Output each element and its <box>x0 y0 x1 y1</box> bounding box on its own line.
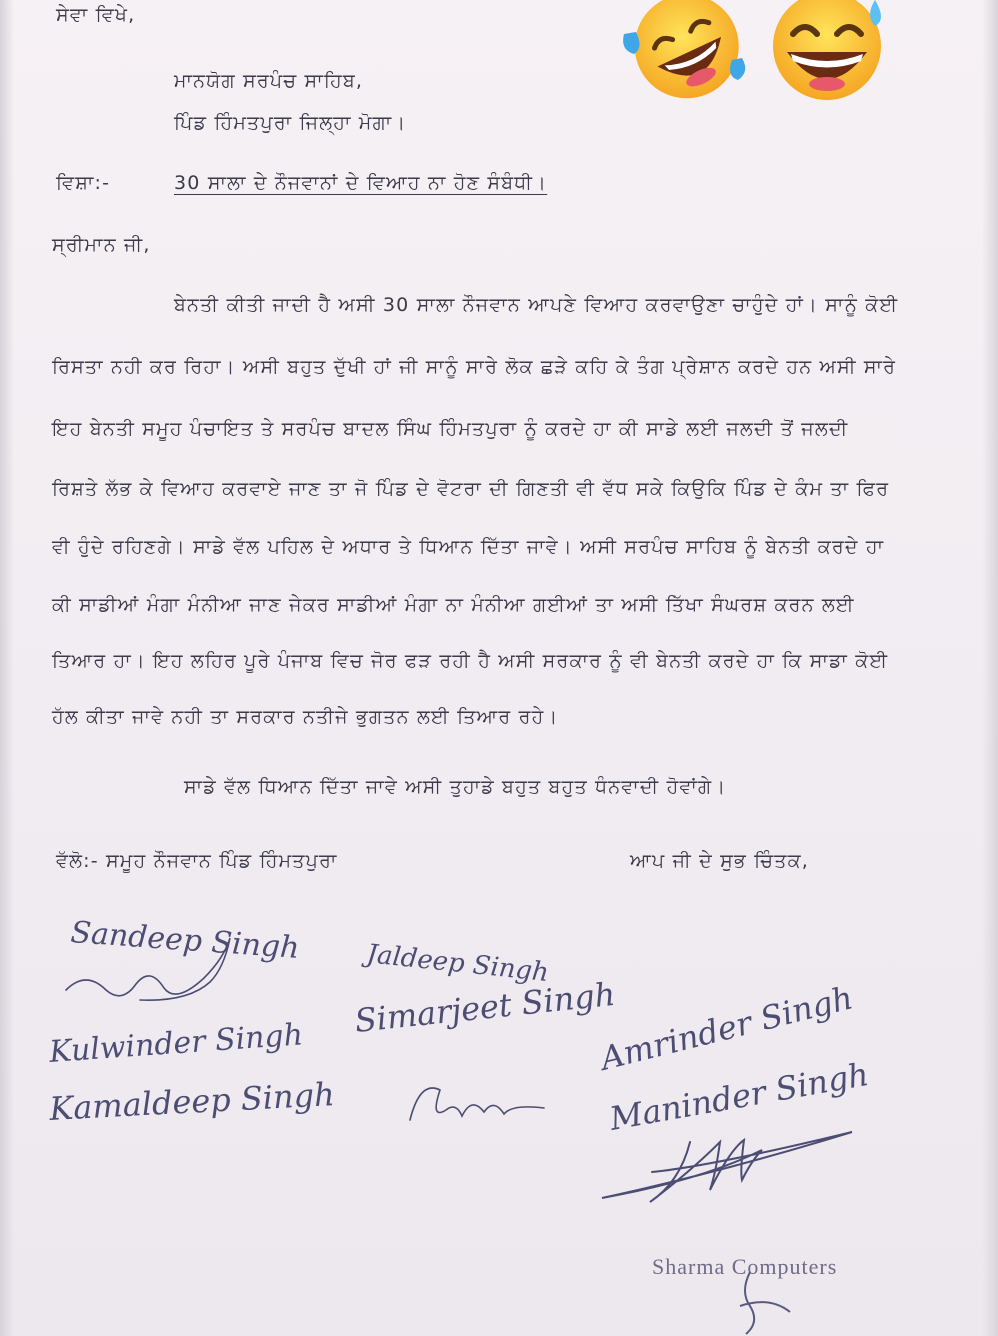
addressee-line-1: ਮਾਨਯੋਗ ਸਰਪੰਚ ਸਾਹਿਬ, <box>174 70 364 92</box>
grinning-sweat-emoji-icon <box>765 0 895 104</box>
salutation-top: ਸੇਵਾ ਵਿਖੇ, <box>56 4 136 26</box>
signature-jaldeep-singh: Jaldeep Singh <box>365 939 551 989</box>
body-line-8: ਹੱਲ ਕੀਤਾ ਜਾਵੇ ਨਹੀ ਤਾ ਸਰਕਾਰ ਨਤੀਜੇ ਭੁਗਤਨ ਲਈ ਤਿਆਰ ਰਹੇ। <box>52 706 559 728</box>
rolling-laughing-emoji-icon <box>618 0 758 104</box>
signature-kulwinder-singh: Kulwinder Singh <box>48 1017 305 1070</box>
from-line: ਵੱਲੋ:- ਸਮੂਹ ਨੌਜਵਾਨ ਪਿੰਡ ਹਿੰਮਤਪੁਰਾ <box>56 850 338 872</box>
signature-sandeep-singh: Sandeep Singh <box>69 915 301 966</box>
signature-maninder-singh: Maninder Singh <box>606 1054 872 1138</box>
body-line-2: ਰਿਸਤਾ ਨਹੀ ਕਰ ਰਿਹਾ। ਅਸੀ ਬਹੁਤ ਦੁੱਖੀ ਹਾਂ ਜੀ ਸਾਨੂੰ ਸਾਰੇ ਲੋਕ ਛੜੇ ਕਹਿ ਕੇ ਤੰਗ ਪ੍ਰੇਸ਼ਾਨ ਕਰਦੇ ਹਨ ਅਸੀ ਸਾਰੇ <box>52 356 897 378</box>
signature-kamaldeep-singh: Kamaldeep Singh <box>48 1075 336 1128</box>
body-line-5: ਵੀ ਹੁੰਦੇ ਰਹਿਣਗੇ। ਸਾਡੇ ਵੱਲ ਪਹਿਲ ਦੇ ਅਧਾਰ ਤੇ ਧਿਆਨ ਦਿੱਤਾ ਜਾਵੇ। ਅਸੀ ਸਰਪੰਚ ਸਾਹਿਬ ਨੂੰ ਬੇਨਤੀ ਕਰਦੇ ਹਾ <box>52 536 885 558</box>
subject-label: ਵਿਸ਼ਾ:- <box>56 172 111 194</box>
stamp-text: Sharma Computers <box>652 1254 838 1279</box>
signature-amrinder-singh: Amrinder Singh <box>596 978 857 1078</box>
body-line-4: ਰਿਸ਼ਤੇ ਲੱਭ ਕੇ ਵਿਆਹ ਕਰਵਾਏ ਜਾਣ ਤਾ ਜੋ ਪਿੰਡ ਦੇ ਵੋਟਰਾ ਦੀ ਗਿਣਤੀ ਵੀ ਵੱਧ ਸਕੇ ਕਿਉਕਿ ਪਿੰਡ ਦੇ ਕੰਮ ਤਾ ਫਿਰ <box>52 478 890 500</box>
greeting: ਸ੍ਰੀਮਾਨ ਜੀ, <box>52 234 151 256</box>
stamp-signature-mark <box>720 1270 800 1336</box>
closing-line: ਸਾਡੇ ਵੱਲ ਧਿਆਨ ਦਿੱਤਾ ਜਾਵੇ ਅਸੀ ਤੁਹਾਡੇ ਬਹੁਤ ਬਹੁਤ ਧੰਨਵਾਦੀ ਹੋਵਾਂਗੇ। <box>184 776 727 798</box>
body-line-6: ਕੀ ਸਾਡੀਆਂ ਮੰਗਾ ਮੰਨੀਆ ਜਾਣ ਜੇਕਰ ਸਾਡੀਆਂ ਮੰਗਾ ਨਾ ਮੰਨੀਆ ਗਈਆਂ ਤਾ ਅਸੀ ਤਿੱਖਾ ਸੰਘਰਸ਼ ਕਰਨ ਲਈ <box>52 594 855 616</box>
body-line-3: ਇਹ ਬੇਨਤੀ ਸਮੂਹ ਪੰਚਾਇਤ ਤੇ ਸਰਪੰਚ ਬਾਦਲ ਸਿੰਘ ਹਿੰਮਤਪੁਰਾ ਨੂੰ ਕਰਦੇ ਹਾ ਕੀ ਸਾਡੇ ਲਈ ਜਲਦੀ ਤੋਂ ਜਲਦੀ <box>52 418 849 440</box>
signatures-area <box>0 880 998 1240</box>
subject-text: 30 ਸਾਲਾ ਦੇ ਨੌਜਵਾਨਾਂ ਦੇ ਵਿਆਹ ਨਾ ਹੋਣ ਸੰਬੰਧੀ। <box>174 172 548 194</box>
body-line-1: ਬੇਨਤੀ ਕੀਤੀ ਜਾਦੀ ਹੈ ਅਸੀ 30 ਸਾਲਾ ਨੌਜਵਾਨ ਆਪਣੇ ਵਿਆਹ ਕਰਵਾਉਣਾ ਚਾਹੁੰਦੇ ਹਾਂ। ਸਾਨੂੰ ਕੋਈ <box>174 294 899 316</box>
body-line-7: ਤਿਆਰ ਹਾ। ਇਹ ਲਹਿਰ ਪੂਰੇ ਪੰਜਾਬ ਵਿਚ ਜੋਰ ਫੜ ਰਹੀ ਹੈ ਅਸੀ ਸਰਕਾਰ ਨੂੰ ਵੀ ਬੇਨਤੀ ਕਰਦੇ ਹਾ ਕਿ ਸਾਡਾ ਕੋਈ <box>52 650 889 672</box>
stamp <box>640 1240 890 1336</box>
well-wisher-line: ਆਪ ਜੀ ਦੇ ਸੁਭ ਚਿੰਤਕ, <box>630 850 809 872</box>
signature-simarjeet-singh: Simarjeet Singh <box>352 974 617 1040</box>
addressee-line-2: ਪਿੰਡ ਹਿੰਮਤਪੁਰਾ ਜਿਲ੍ਹਾ ਮੋਗਾ। <box>174 112 407 134</box>
